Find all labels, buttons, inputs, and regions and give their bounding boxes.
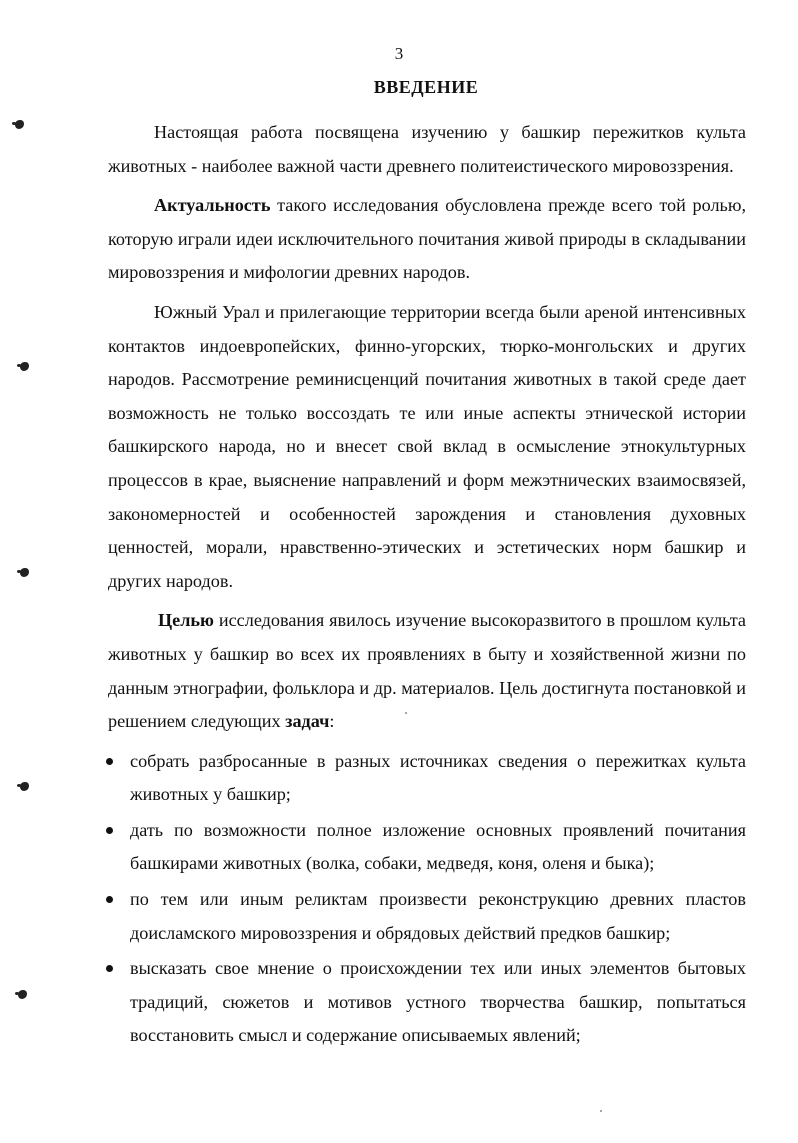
scan-mark-icon <box>20 782 29 791</box>
goal-term: Целью <box>158 610 214 631</box>
scan-mark-icon <box>20 568 29 577</box>
paragraph-region: Южный Урал и прилегающие территории всегда были ареной интенсивных контактов индоевропейских, финно-угорских, тюрко-монгольских и других народов. Рассмотрение реминисценций почитания животных в такой среде дает возможность не только воссоздать те или иные аспекты этнической истории башкирского народа, но и внесет свой вклад в осмысление этнокультурных процессов в крае, выяснение направлений и форм межэтнических взаимосвязей, закономерностей и особенностей зарождения и становления духовных ценностей, морали, нравственно-этических и эстетических норм башкир и других народов. <box>108 301 746 591</box>
scan-speck <box>600 1110 602 1112</box>
task-text: высказать свое мнение о происхождении тех или иных элементов бытовых традиций, сюжетов и мотивов устного творчества башкир, попытаться восстановить смысл и содержание описываемых явлений; <box>130 958 746 1046</box>
tasks-colon: : <box>329 711 335 732</box>
task-text: собрать разбросанные в разных источниках сведения о пережитках культа животных у башкир; <box>130 750 746 805</box>
list-item <box>108 883 746 950</box>
document-body <box>108 116 746 1055</box>
list-item <box>108 952 746 1053</box>
scan-mark-icon <box>20 362 29 371</box>
task-text: по тем или иным реликтам произвести реконструкцию древних пластов доисламского мировоззрения и обрядовых действий предков башкир; <box>130 889 746 943</box>
paragraph-relevance <box>108 189 746 290</box>
tasks-term: задач <box>285 711 330 732</box>
task-list <box>108 745 746 1053</box>
bullet-icon <box>106 758 113 765</box>
bullet-icon <box>106 896 113 903</box>
paragraph-intro: Настоящая работа посвящена изучению у башкир пережитков культа животных - наиболее важной части древнего политеистического мировоззрения. <box>108 122 746 176</box>
relevance-term: Актуальность <box>154 195 271 216</box>
bullet-icon <box>106 827 113 834</box>
scan-mark-icon <box>18 990 27 999</box>
page-title: ВВЕДЕНИЕ <box>373 77 479 97</box>
task-text: дать по возможности полное изложение основных проявлений почитания башкирами животных (волка, собаки, медведя, коня, оленя и быка); <box>130 819 746 874</box>
list-item <box>108 814 746 881</box>
list-item <box>108 745 746 812</box>
relevance-text: такого исследования обусловлена прежде всего той ролью, которую играли идеи исключительного почитания живой природы в складывании мировоззрения и мифологии древних народов. <box>108 195 746 283</box>
scan-speck <box>405 712 407 714</box>
goal-text: исследования явилось изучение высокоразвитого в прошлом культа животных у башкир во всех их проявлениях в быту и хозяйственной жизни по данным этнографии, фольклора и др. материалов. Цель достигнута постановкой и решением следующих <box>108 610 746 732</box>
page-number: 3 <box>394 44 404 63</box>
bullet-icon <box>106 965 113 972</box>
scan-mark-icon <box>15 120 24 129</box>
paragraph-goal <box>108 604 746 738</box>
